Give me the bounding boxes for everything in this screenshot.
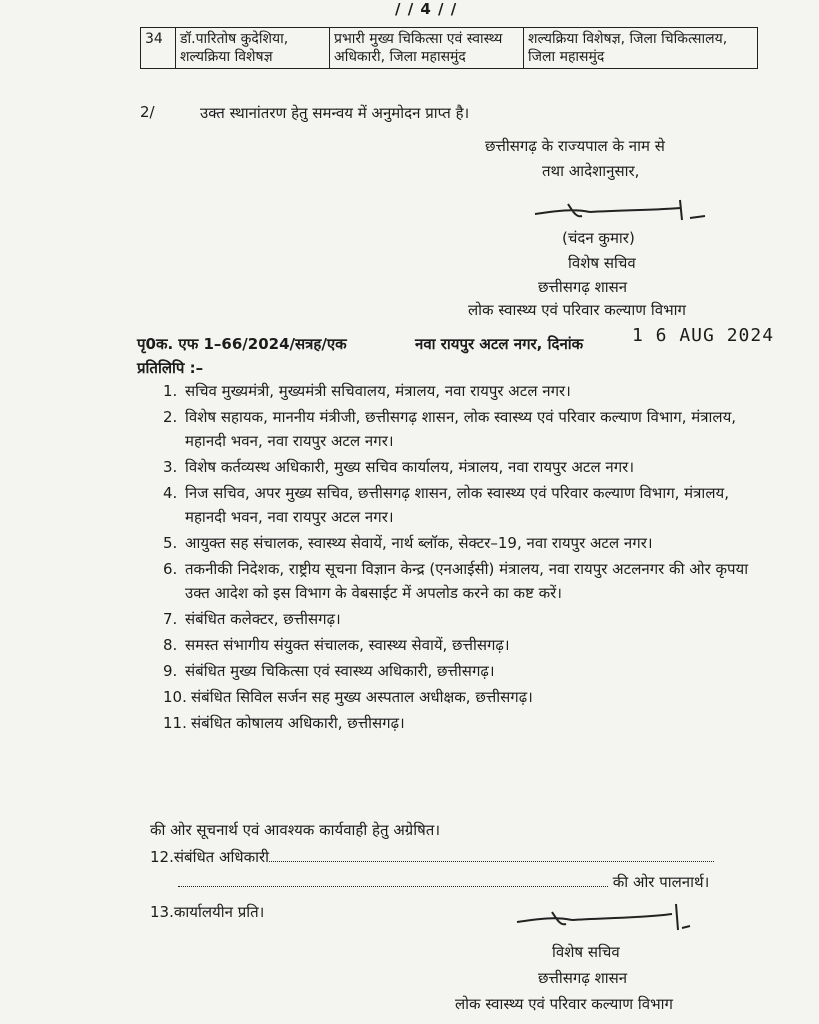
list-item: 4. निज सचिव, अपर मुख्य सचिव, छत्तीसगढ़ शासन, लोक स्वास्थ्य एवं परिवार कल्याण विभाग, मंत्रालय, महानदी भवन, नवा रायपुर अटल नगर। bbox=[163, 484, 729, 526]
item-13: 13.कार्यालयीन प्रति। bbox=[150, 903, 265, 921]
blank-line bbox=[178, 886, 608, 887]
footer-designation: विशेष सचिव bbox=[552, 943, 620, 961]
list-item: 9. संबंधित मुख्य चिकित्सा एवं स्वास्थ्य अधिकारी, छत्तीसगढ़। bbox=[163, 662, 495, 680]
signatory-government: छत्तीसगढ़ शासन bbox=[538, 278, 628, 296]
signatory-designation: विशेष सचिव bbox=[568, 254, 636, 272]
signatory-name: (चंदन कुमार) bbox=[562, 229, 635, 247]
para-2-number: 2/ bbox=[140, 103, 155, 121]
new-post-cell: शल्यक्रिया विशेषज्ञ, जिला चिकित्सालय, जिला महासमुंद bbox=[524, 28, 758, 69]
order-line-2: तथा आदेशानुसार, bbox=[542, 162, 640, 180]
order-line-1: छत्तीसगढ़ के राज्यपाल के नाम से bbox=[485, 137, 665, 155]
page-number: / / 4 / / bbox=[395, 0, 458, 18]
list-item: 10. संबंधित सिविल सर्जन सह मुख्य अस्पताल अधीक्षक, छत्तीसगढ़। bbox=[163, 688, 533, 706]
current-post-cell: प्रभारी मुख्य चिकित्सा एवं स्वास्थ्य अधिकारी, जिला महासमुंद bbox=[330, 28, 524, 69]
signatory-department: लोक स्वास्थ्य एवं परिवार कल्याण विभाग bbox=[468, 301, 686, 319]
item-12: 12.संबंधित अधिकारी bbox=[150, 847, 714, 867]
para-2-text: उक्त स्थानांतरण हेतु समन्वय में अनुमोदन प्राप्त है। bbox=[200, 104, 470, 122]
date-stamp: 1 6 AUG 2024 bbox=[632, 325, 775, 346]
footer-government: छत्तीसगढ़ शासन bbox=[538, 969, 628, 987]
list-item: 11. संबंधित कोषालय अधिकारी, छत्तीसगढ़। bbox=[163, 714, 405, 732]
list-item: 1. सचिव मुख्यमंत्री, मुख्यमंत्री सचिवालय, मंत्रालय, नवा रायपुर अटल नगर। bbox=[163, 382, 571, 400]
compliance-line: की ओर पालनार्थ। bbox=[178, 872, 709, 892]
forward-line: की ओर सूचनार्थ एवं आवश्यक कार्यवाही हेतु अग्रेषित। bbox=[150, 821, 441, 839]
signature-2 bbox=[512, 902, 692, 936]
list-item: 8. समस्त संभागीय संयुक्त संचालक, स्वास्थ्य सेवायें, छत्तीसगढ़। bbox=[163, 636, 510, 654]
serial-number-cell: 34 bbox=[141, 28, 176, 69]
copy-heading: प्रतिलिपि :– bbox=[137, 359, 204, 377]
list-item: 7. संबंधित कलेक्टर, छत्तीसगढ़। bbox=[163, 610, 341, 628]
signature-1 bbox=[530, 198, 710, 228]
list-item: 3. विशेष कर्तव्यस्थ अधिकारी, मुख्य सचिव कार्यालय, मंत्रालय, नवा रायपुर अटल नगर। bbox=[163, 458, 635, 476]
list-item: 5. आयुक्त सह संचालक, स्वास्थ्य सेवायें, नार्थ ब्लॉक, सेक्टर–19, नवा रायपुर अटल नगर। bbox=[163, 534, 653, 552]
list-item: 6. तकनीकी निदेशक, राष्ट्रीय सूचना विज्ञान केन्द्र (एनआईसी) मंत्रालय, नवा रायपुर अटलनगर की ओर कृपया उक्त आदेश को इस विभाग के वेबसाईट में अपलोड करने का कष्ट करें। bbox=[163, 560, 749, 602]
list-item: 2. विशेष सहायक, माननीय मंत्रीजी, छत्तीसगढ़ शासन, लोक स्वास्थ्य एवं परिवार कल्याण विभाग, मंत्रालय, महानदी भवन, नवा रायपुर अटल नगर। bbox=[163, 408, 737, 450]
copy-list bbox=[163, 379, 753, 737]
endorsement-place: नवा रायपुर अटल नगर, दिनांक bbox=[415, 335, 584, 353]
footer-department: लोक स्वास्थ्य एवं परिवार कल्याण विभाग bbox=[455, 995, 673, 1013]
table-row bbox=[141, 28, 758, 69]
name-cell: डॉ.पारितोष कुदेशिया, शल्यक्रिया विशेषज्ञ bbox=[176, 28, 330, 69]
transfer-table bbox=[140, 27, 758, 69]
endorsement-ref: पृ0क. एफ 1–66/2024/सत्रह/एक bbox=[137, 335, 347, 353]
blank-line bbox=[269, 861, 714, 862]
